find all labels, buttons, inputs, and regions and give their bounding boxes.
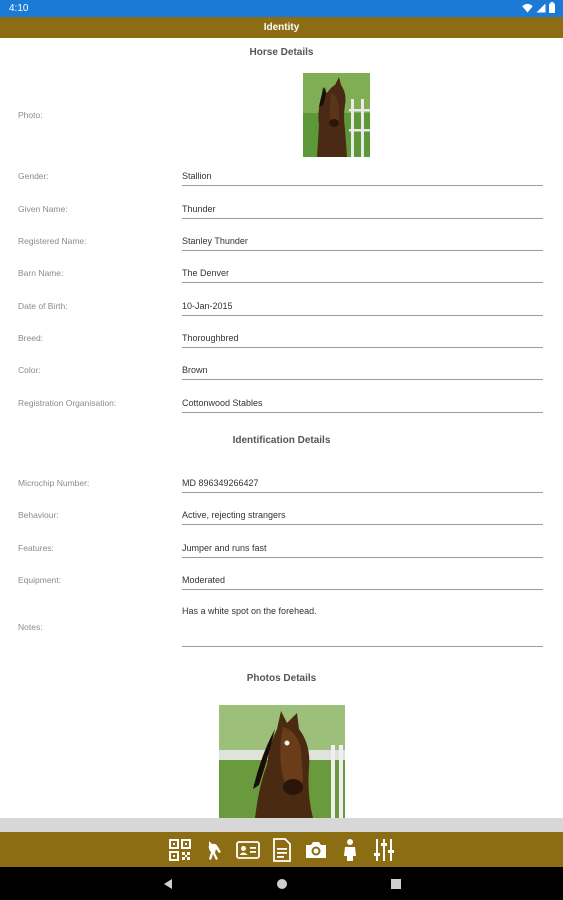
features-field[interactable]: Jumper and runs fast [182, 538, 543, 558]
equipment-field[interactable]: Moderated [182, 570, 543, 590]
photos-details-title: Photos Details [246, 673, 317, 684]
field-label: Features: [18, 543, 54, 553]
back-icon[interactable] [160, 876, 176, 892]
field-row-date-of-birth[interactable] [0, 296, 563, 320]
field-label: Breed: [18, 333, 44, 343]
field-label: Behaviour: [18, 510, 59, 520]
recents-icon[interactable] [388, 876, 404, 892]
gender-field[interactable]: Stallion [182, 166, 543, 186]
field-label: Registered Name: [18, 236, 87, 246]
home-icon[interactable] [274, 876, 290, 892]
bottom-toolbar [0, 832, 563, 867]
field-row-behaviour[interactable] [0, 505, 563, 529]
microchip-number-field[interactable]: MD 896349266427 [182, 473, 543, 493]
field-label: Registration Organisation: [18, 398, 117, 408]
horse-photo[interactable] [303, 73, 370, 157]
identification-details-title: Identification Details [232, 435, 331, 446]
horse-icon[interactable] [201, 837, 227, 863]
field-row-given-name[interactable] [0, 199, 563, 223]
field-label: Microchip Number: [18, 478, 90, 488]
person-icon[interactable] [337, 837, 363, 863]
signal-icon [536, 3, 546, 13]
horse-details-title: Horse Details [249, 47, 314, 58]
status-bar [0, 0, 563, 17]
horse-photo-large[interactable] [219, 705, 345, 818]
wifi-icon [522, 3, 533, 13]
field-row-notes[interactable] [0, 603, 563, 649]
date-of-birth-field[interactable]: 10-Jan-2015 [182, 296, 543, 316]
battery-icon [549, 2, 555, 13]
field-label: Given Name: [18, 204, 68, 214]
system-nav-bar [0, 867, 563, 900]
registered-name-field[interactable]: Stanley Thunder [182, 231, 543, 251]
field-label: Gender: [18, 171, 49, 181]
field-row-equipment[interactable] [0, 570, 563, 594]
field-row-features[interactable] [0, 538, 563, 562]
field-row-breed[interactable] [0, 328, 563, 352]
registration-organisation-field[interactable]: Cottonwood Stables [182, 393, 543, 413]
notes-field[interactable]: Has a white spot on the forehead. [182, 603, 543, 647]
given-name-field[interactable]: Thunder [182, 199, 543, 219]
field-row-color[interactable] [0, 360, 563, 384]
field-row-registered-name[interactable] [0, 231, 563, 255]
camera-icon[interactable] [303, 837, 329, 863]
field-row-registration-organisation[interactable] [0, 393, 563, 417]
id-card-icon[interactable] [235, 837, 261, 863]
status-time: 4:10 [9, 3, 29, 14]
document-icon[interactable] [269, 837, 295, 863]
field-label: Equipment: [18, 575, 61, 585]
sliders-icon[interactable] [371, 837, 397, 863]
status-icons [522, 2, 555, 13]
field-row-gender[interactable] [0, 166, 563, 190]
qr-code-icon[interactable] [167, 837, 193, 863]
field-label: Date of Birth: [18, 301, 68, 311]
content-divider [0, 818, 563, 832]
app-title: Identity [0, 17, 563, 38]
breed-field[interactable]: Thoroughbred [182, 328, 543, 348]
color-field[interactable]: Brown [182, 360, 543, 380]
field-row-microchip-number[interactable] [0, 473, 563, 497]
field-row-barn-name[interactable] [0, 263, 563, 287]
field-label: Barn Name: [18, 268, 64, 278]
barn-name-field[interactable]: The Denver [182, 263, 543, 283]
scroll-content[interactable] [0, 38, 563, 818]
field-label: Notes: [18, 622, 43, 632]
field-label: Color: [18, 365, 41, 375]
photo-label: Photo: [18, 110, 43, 120]
behaviour-field[interactable]: Active, rejecting strangers [182, 505, 543, 525]
